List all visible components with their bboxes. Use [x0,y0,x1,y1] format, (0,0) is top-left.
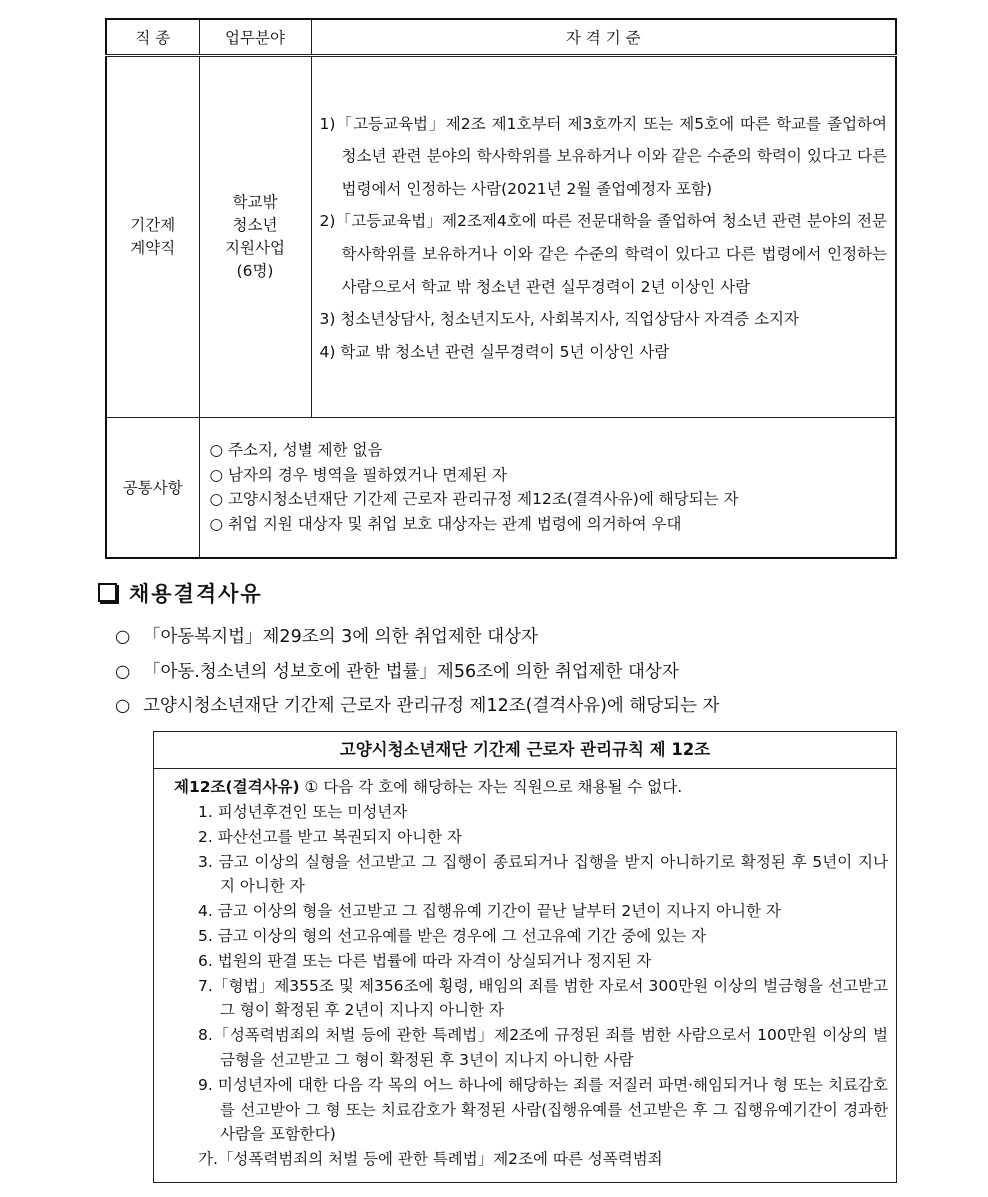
common-item: ○ 취업 지원 대상자 및 취업 보호 대상자는 관계 법령에 의거하여 우대 [209,514,682,533]
common-label: 공통사항 [106,418,199,558]
rule-item: 7.「형법」제355조 및 제356조에 횡령, 배임의 죄를 범한 자로서 300만원 이상의 벌금형을 선고받고 그 형이 확정된 후 2년이 지나지 아니한 자 [198,976,888,1020]
list-item-text: 「아동.청소년의 성보호에 관한 법률」제56조에 의한 취업제한 대상자 [143,661,679,682]
checkbox-square-icon [98,583,117,602]
rule-item: 가.「성폭력범죄의 처벌 등에 관한 특례법」제2조에 따른 성폭력범죄 [198,1150,663,1169]
article-intro: ① 다음 각 호에 해당하는 자는 직원으로 채용될 수 없다. [304,778,683,796]
qualification-table [105,18,897,559]
header-criteria: 자 격 기 준 [311,19,896,56]
criteria-item: 4) 학교 밖 청소년 관련 실무경력이 5년 이상인 사람 [319,342,670,361]
header-field: 업무분야 [199,19,311,56]
rule-item: 9. 미성년자에 대한 다음 각 목의 어느 하나에 해당하는 죄를 저질러 파면·해임되거나 형 또는 치료감호를 선고받아 그 형 또는 치료감호가 확정된 사람(집행유예를 선고받은 후 그 집행유예기간이 경과한 사람을 포함한다) [198,1075,888,1144]
field-line: 학교밖 [232,193,278,211]
common-item: ○ 고양시청소년재단 기간제 근로자 관리규정 제12조(결격사유)에 해당되는 자 [209,490,739,509]
list-item-text: 「아동복지법」제29조의 3에 의한 취업제한 대상자 [143,627,538,647]
section-title [98,578,263,608]
circle-bullet-icon: ○ [115,696,131,716]
circle-bullet-icon: ○ [115,627,131,647]
header-job-type: 직 종 [106,19,199,56]
list-item [115,655,719,690]
field-cell [199,56,311,418]
common-item: ○ 주소지, 성별 제한 없음 [209,441,383,460]
job-type-cell [106,56,199,418]
rule-box [153,731,897,1183]
circle-bullet-icon: ○ [115,661,131,682]
criteria-cell [311,56,896,418]
common-item: ○ 남자의 경우 병역을 필하였거나 면제된 자 [209,465,508,484]
rule-item: 2. 파산선고를 받고 복권되지 아니한 자 [198,827,463,846]
article-label: 제12조(결격사유) [174,778,300,796]
rule-box-title: 고양시청소년재단 기간제 근로자 관리규칙 제 12조 [154,732,896,769]
rule-intro [174,775,888,800]
rule-item: 1. 피성년후견인 또는 미성년자 [198,803,408,821]
rule-item: 8.「성폭력범죄의 처벌 등에 관한 특례법」제2조에 규정된 죄를 범한 사람으로서 100만원 이상의 벌금형을 선고받고 그 형이 확정된 후 3년이 지나지 아니한 사람 [198,1026,888,1069]
criteria-item: 1)「고등교육법」제2조 제1호부터 제3호까지 또는 제5호에 따른 학교를 졸업하여 청소년 관련 분야의 학사학위를 보유하거나 이와 같은 수준의 학력이 있다고 다른 법령에서 인정하는 사람(2021년 2월 졸업예정자 포함) [319,114,887,198]
rule-item: 5. 금고 이상의 형의 선고유예를 받은 경우에 그 선고유예 기간 중에 있는 자 [198,926,707,945]
job-type-line: 기간제 [130,216,176,234]
common-cell [199,418,896,558]
section-title-text: 채용결격사유 [129,582,263,606]
list-item [115,689,719,724]
disqualification-list [115,620,719,724]
rule-item: 6. 법원의 판결 또는 다른 법률에 따라 자격이 상실되거나 정지된 자 [198,951,652,970]
rule-body [154,769,896,1172]
criteria-item: 3) 청소년상담사, 청소년지도사, 사회복지사, 직업상담사 자격증 소지자 [319,310,799,329]
job-type-line: 계약직 [130,239,176,257]
rule-item: 4. 금고 이상의 형을 선고받고 그 집행유예 기간이 끝난 날부터 2년이 지나지 아니한 자 [198,902,781,921]
field-line: 청소년 [232,216,278,234]
list-item-text: 고양시청소년재단 기간제 근로자 관리규정 제12조(결격사유)에 해당되는 자 [143,696,720,716]
rule-item: 3. 금고 이상의 실형을 선고받고 그 집행이 종료되거나 집행을 받지 아니하기로 확정된 후 5년이 지나지 아니한 자 [198,852,888,896]
field-line: 지원사업 [225,239,285,257]
field-line: (6명) [236,262,274,280]
criteria-item: 2)「고등교육법」제2조제4호에 따른 전문대학을 졸업하여 청소년 관련 분야의 전문학사학위를 보유하거나 이와 같은 수준의 학력이 있다고 다른 법령에서 인정하는 사람으로서 학교 밖 청소년 관련 실무경력이 2년 이상인 사람 [319,212,887,296]
rule-list [198,800,888,1172]
list-item [115,620,719,655]
